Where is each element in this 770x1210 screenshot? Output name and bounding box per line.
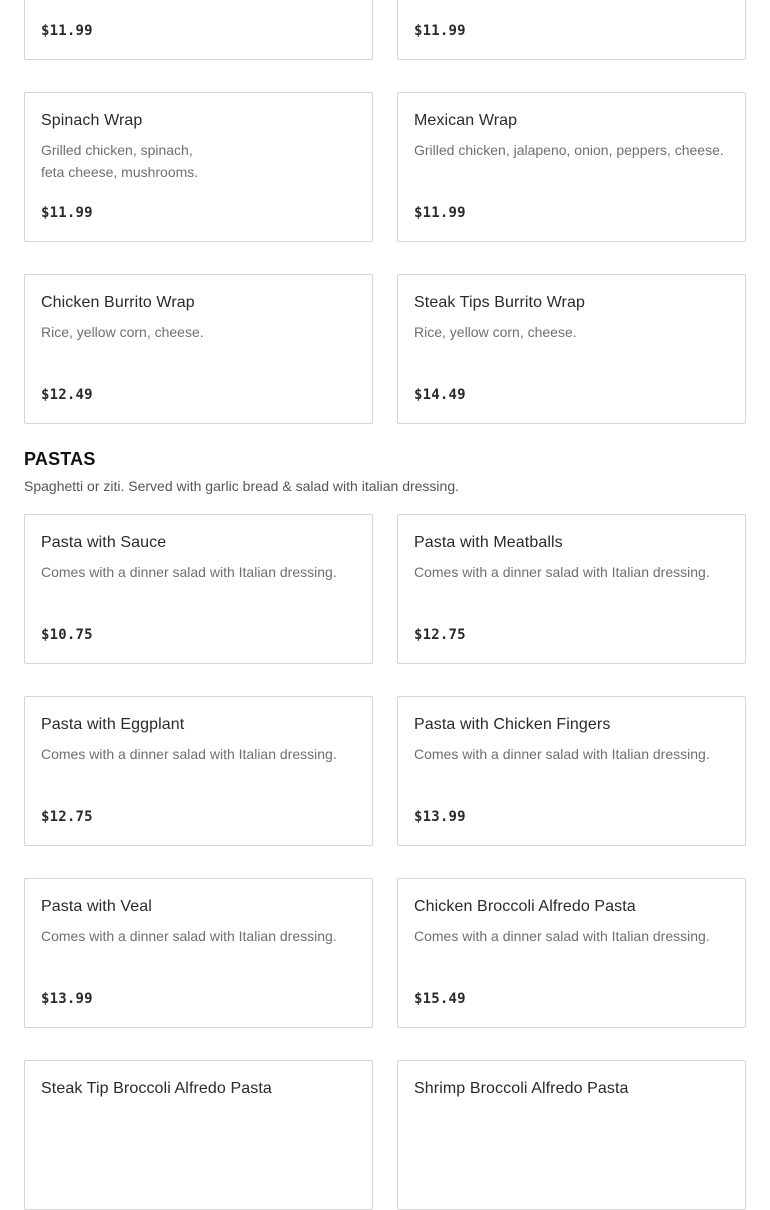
- item-name: Pasta with Chicken Fingers: [414, 716, 611, 733]
- menu-item-card[interactable]: [397, 92, 746, 242]
- section-description: Spaghetti or ziti. Served with garlic bread & salad with italian dressing.: [24, 478, 459, 494]
- item-price: $11.99: [41, 205, 93, 221]
- item-price: $11.99: [414, 205, 466, 221]
- menu-item-card[interactable]: [397, 696, 746, 846]
- item-price: $15.49: [414, 991, 466, 1007]
- section-title: PASTAS: [24, 449, 96, 469]
- item-description: [41, 139, 363, 183]
- menu-item-card[interactable]: [397, 1060, 746, 1210]
- item-price: $13.99: [41, 991, 93, 1007]
- item-description: Comes with a dinner salad with Italian dressing.: [41, 564, 337, 580]
- item-name: Steak Tips Burrito Wrap: [414, 294, 585, 311]
- item-description: Comes with a dinner salad with Italian dressing.: [41, 928, 337, 944]
- item-name: Shrimp Broccoli Alfredo Pasta: [414, 1080, 629, 1097]
- item-description: Rice, yellow corn, cheese.: [414, 324, 577, 340]
- item-price: $10.75: [41, 627, 93, 643]
- item-name: Chicken Burrito Wrap: [41, 294, 195, 311]
- item-name: Steak Tip Broccoli Alfredo Pasta: [41, 1080, 272, 1097]
- item-name: Chicken Broccoli Alfredo Pasta: [414, 898, 636, 915]
- menu-item-card[interactable]: [24, 878, 373, 1028]
- menu-item-card[interactable]: [397, 274, 746, 424]
- item-price: $11.99: [41, 23, 93, 39]
- item-price: $13.99: [414, 809, 466, 825]
- item-description: Comes with a dinner salad with Italian dressing.: [41, 746, 337, 762]
- menu-item-card[interactable]: [24, 514, 373, 664]
- item-price: $12.75: [414, 627, 466, 643]
- menu-item-card[interactable]: [24, 274, 373, 424]
- item-name: Pasta with Meatballs: [414, 534, 563, 551]
- item-name: Pasta with Veal: [41, 898, 152, 915]
- menu-item-card[interactable]: [397, 0, 746, 60]
- menu-item-card[interactable]: [24, 1060, 373, 1210]
- item-description: Comes with a dinner salad with Italian dressing.: [414, 746, 710, 762]
- item-name: Mexican Wrap: [414, 112, 518, 129]
- item-description: Comes with a dinner salad with Italian dressing.: [414, 928, 710, 944]
- menu-item-card[interactable]: [397, 878, 746, 1028]
- menu-item-card[interactable]: [24, 0, 373, 60]
- item-description: Grilled chicken, jalapeno, onion, peppers, cheese.: [414, 142, 724, 158]
- item-price: $14.49: [414, 387, 466, 403]
- menu-item-card[interactable]: [24, 696, 373, 846]
- item-name: Pasta with Eggplant: [41, 716, 185, 733]
- item-description: Comes with a dinner salad with Italian dressing.: [414, 564, 710, 580]
- item-name: Spinach Wrap: [41, 112, 143, 129]
- item-price: $12.75: [41, 809, 93, 825]
- item-price: $12.49: [41, 387, 93, 403]
- item-description-line: feta cheese, mushrooms.: [41, 164, 199, 180]
- item-price: $11.99: [414, 23, 466, 39]
- menu-item-card[interactable]: [24, 92, 373, 242]
- item-name: Pasta with Sauce: [41, 534, 167, 551]
- menu-item-card[interactable]: [397, 514, 746, 664]
- item-description: Rice, yellow corn, cheese.: [41, 324, 204, 340]
- item-description-line: Grilled chicken, spinach,: [41, 142, 193, 158]
